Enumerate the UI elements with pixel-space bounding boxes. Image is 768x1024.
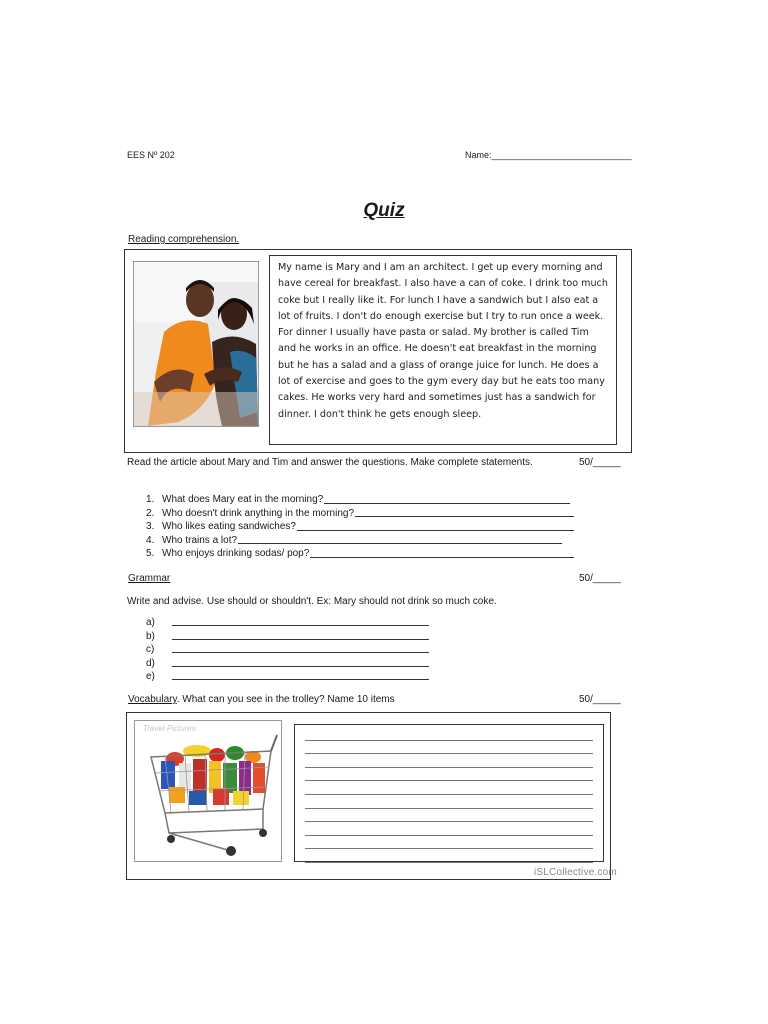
vocabulary-score: 50/_____: [579, 694, 621, 705]
advice-item: [146, 628, 429, 641]
question-number: 5.: [146, 548, 155, 559]
question-text: Who enjoys drinking sodas/ pop?: [162, 548, 310, 559]
couple-photo: [134, 262, 258, 426]
grammar-score: 50/_____: [579, 573, 621, 584]
advice-letter: d): [146, 657, 155, 669]
answer-line[interactable]: [310, 547, 574, 558]
advice-list: [146, 615, 429, 682]
question-item: [146, 507, 574, 521]
trolley-photo: [135, 721, 281, 861]
question-list: [146, 493, 576, 561]
advice-line[interactable]: [172, 625, 429, 626]
advice-letter: e): [146, 670, 155, 682]
answer-line[interactable]: [297, 520, 574, 531]
advice-letter: c): [146, 644, 155, 656]
grammar-section-label: Grammar: [128, 573, 171, 584]
vocabulary-answer-line[interactable]: [305, 741, 593, 755]
advice-line[interactable]: [172, 652, 429, 653]
question-text: Who trains a lot?: [162, 534, 238, 546]
reading-passage: My name is Mary and I am an architect. I get up every morning and have cereal for breakfast. I also have a can of coke. I drink too much coke but I really like it. For lunch I have a sandwich but I also eat a lot of fruits. I don't do enough exercise but I try to run once a week. For dinner I usually have pasta or salad. My brother is called Tim and he works in an office. He doesn't eat breakfast in the morning but he has a salad and a glass of orange juice for lunch. He does a lot of exercise and goes to the gym every day but he eats too many cakes. He works very hard and sometimes just has a sandwich for dinner. I don't think he gets enough sleep.: [278, 262, 608, 420]
school-code: EES Nº 202: [127, 150, 175, 160]
reading-text-box: [269, 255, 617, 445]
vocabulary-answer-lines: [295, 725, 603, 863]
name-field-label: Name:____________________________: [465, 150, 632, 160]
question-number: 4.: [146, 534, 155, 546]
vocabulary-instruction: . What can you see in the trolley? Name 10 items: [176, 694, 395, 705]
reading-section-label: Reading comprehension.: [128, 234, 240, 245]
question-number: 3.: [146, 521, 155, 532]
vocabulary-answer-line[interactable]: [305, 768, 593, 782]
vocabulary-answer-line[interactable]: [305, 727, 593, 741]
trolley-photo-frame: [134, 720, 282, 862]
advice-item: [146, 642, 429, 655]
question-item: [146, 520, 574, 534]
advice-item: [146, 615, 429, 628]
page-title: Quiz: [363, 200, 405, 221]
vocabulary-answer-line[interactable]: [305, 822, 593, 836]
site-watermark: iSLCollective.com: [534, 867, 617, 878]
question-item: [146, 547, 574, 561]
answer-line[interactable]: [355, 507, 574, 518]
couple-photo-frame: [133, 261, 259, 427]
answer-line[interactable]: [324, 493, 570, 504]
advice-line[interactable]: [172, 679, 429, 680]
question-number: 1.: [146, 494, 155, 505]
question-number: 2.: [146, 507, 155, 519]
answer-line[interactable]: [238, 534, 562, 545]
advice-line[interactable]: [172, 666, 429, 667]
advice-letter: b): [146, 630, 155, 642]
question-text: What does Mary eat in the morning?: [162, 494, 324, 505]
advice-item: [146, 669, 429, 682]
reading-score: 50/_____: [579, 457, 621, 468]
vocabulary-answer-box: [294, 724, 604, 862]
reading-instruction: Read the article about Mary and Tim and answer the questions. Make complete statements.: [127, 457, 533, 468]
question-text: Who doesn't drink anything in the morning?: [162, 507, 355, 519]
question-text: Who likes eating sandwiches?: [162, 521, 296, 532]
vocabulary-answer-line[interactable]: [305, 809, 593, 823]
advice-item: [146, 655, 429, 668]
vocabulary-answer-line[interactable]: [305, 754, 593, 768]
advice-line[interactable]: [172, 639, 429, 640]
vocabulary-answer-line[interactable]: [305, 849, 593, 863]
advice-letter: a): [146, 617, 155, 629]
vocabulary-heading: [128, 694, 395, 705]
vocabulary-answer-line[interactable]: [305, 836, 593, 850]
vocabulary-section-label: Vocabulary: [128, 694, 177, 705]
vocabulary-answer-line[interactable]: [305, 795, 593, 809]
question-item: [146, 534, 562, 548]
grammar-instruction: Write and advise. Use should or shouldn't. Ex: Mary should not drink so much coke.: [127, 596, 497, 607]
trolley-photo-watermark: Travel Pictures: [143, 724, 196, 733]
vocabulary-answer-line[interactable]: [305, 781, 593, 795]
question-item: [146, 493, 570, 507]
